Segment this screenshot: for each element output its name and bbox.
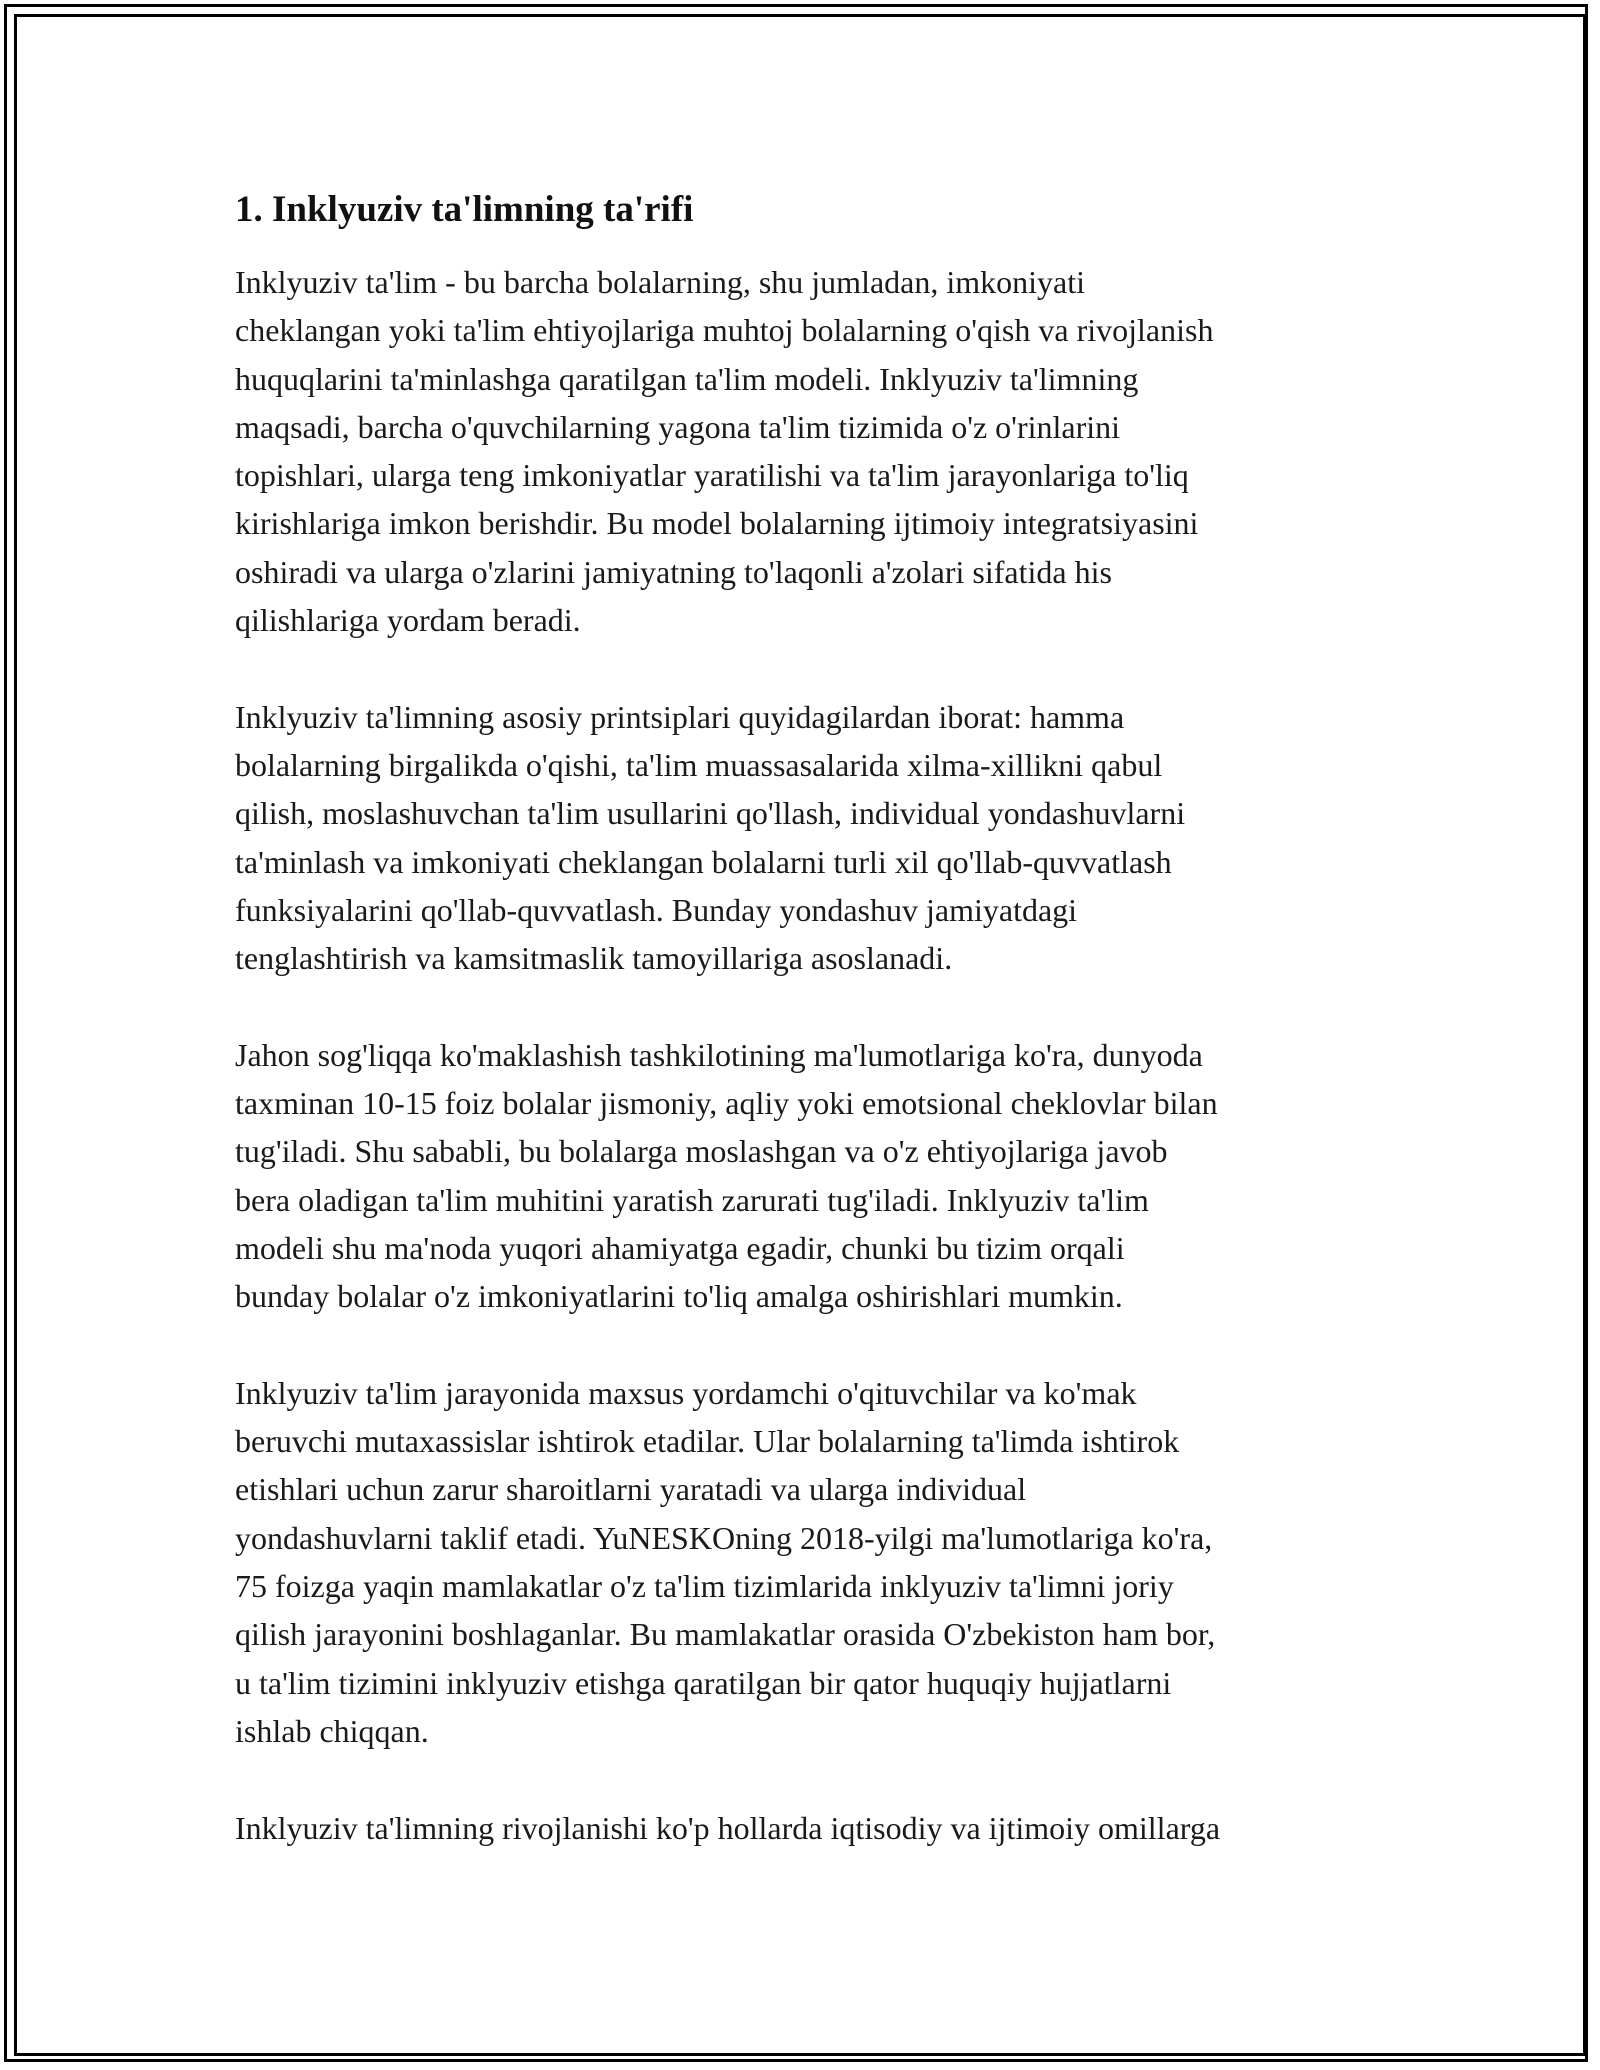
text-line: etishlari uchun zarur sharoitlarni yaratadi va ularga individual: [235, 1471, 1027, 1508]
text-line: huquqlarini ta'minlashga qaratilgan ta'lim modeli. Inklyuziv ta'limning: [235, 360, 1139, 397]
text-line: tug'iladi. Shu sababli, bu bolalarga moslashgan va o'z ehtiyojlariga javob: [235, 1133, 1168, 1170]
document-body: [235, 186, 1375, 1900]
text-line: bolalarning birgalikda o'qishi, ta'lim muassasalarida xilma-xillikni qabul: [235, 746, 1163, 783]
text-line: Inklyuziv ta'lim - bu barcha bolalarning, shu jumladan, imkoniyati: [235, 264, 1086, 300]
text-line: cheklangan yoki ta'lim ehtiyojlariga muhtoj bolalarning o'qish va rivojlanish: [235, 312, 1214, 349]
text-line: qilishlariga yordam beradi.: [235, 602, 581, 639]
text-line: taxminan 10-15 foiz bolalar jismoniy, aqliy yoki emotsional cheklovlar bilan: [235, 1085, 1218, 1122]
text-line: funksiyalarini qo'llab-quvvatlash. Bunday yondashuv jamiyatdagi: [235, 891, 1078, 928]
text-line: Inklyuziv ta'limning asosiy printsiplari quyidagilardan iborat: hamma: [235, 698, 1125, 735]
paragraph-2: [235, 693, 1375, 983]
text-line: beruvchi mutaxassislar ishtirok etadilar. Ular bolalarning ta'limda ishtirok: [235, 1423, 1180, 1460]
text-line: modeli shu ma'noda yuqori ahamiyatga egadir, chunki bu tizim orqali: [235, 1229, 1125, 1266]
text-line: Inklyuziv ta'limning rivojlanishi ko'p hollarda iqtisodiy va ijtimoiy omillarga: [235, 1809, 1221, 1846]
text-line: qilish jarayonini boshlaganlar. Bu mamlakatlar orasida O'zbekiston ham bor,: [235, 1616, 1216, 1653]
text-line: u ta'lim tizimini inklyuziv etishga qaratilgan bir qator huquqiy hujjatlarni: [235, 1664, 1172, 1701]
text-line: topishlari, ularga teng imkoniyatlar yaratilishi va ta'lim jarayonlariga to'liq: [235, 457, 1189, 494]
text-line: ta'minlash va imkoniyati cheklangan bolalarni turli xil qo'llab-quvvatlash: [235, 843, 1172, 880]
text-line: bera oladigan ta'lim muhitini yaratish zarurati tug'iladi. Inklyuziv ta'lim: [235, 1181, 1149, 1218]
text-line: maqsadi, barcha o'quvchilarning yagona ta'lim tizimida o'z o'rinlarini: [235, 408, 1121, 445]
text-line: Inklyuziv ta'lim jarayonida maxsus yordamchi o'qituvchilar va ko'mak: [235, 1374, 1137, 1411]
section-heading: 1. Inklyuziv ta'limning ta'rifi: [235, 189, 694, 230]
paragraph-4: [235, 1369, 1375, 1755]
text-line: bunday bolalar o'z imkoniyatlarini to'liq amalga oshirishlari mumkin.: [235, 1278, 1123, 1315]
text-line: tenglashtirish va kamsitmaslik tamoyillariga asoslanadi.: [235, 940, 953, 977]
text-line: oshiradi va ularga o'zlarini jamiyatning to'laqonli a'zolari sifatida his: [235, 553, 1112, 590]
text-line: yondashuvlarni taklif etadi. YuNESKOning 2018-yilgi ma'lumotlariga ko'ra,: [235, 1519, 1213, 1556]
paragraph-1: [235, 258, 1375, 644]
text-line: Jahon sog'liqqa ko'maklashish tashkilotining ma'lumotlariga ko'ra, dunyoda: [235, 1036, 1203, 1073]
text-line: 75 foizga yaqin mamlakatlar o'z ta'lim tizimlarida inklyuziv ta'limni joriy: [235, 1568, 1174, 1605]
text-line: kirishlariga imkon berishdir. Bu model bolalarning ijtimoiy integratsiyasini: [235, 505, 1199, 542]
paragraph-3: [235, 1031, 1375, 1321]
text-line: qilish, moslashuvchan ta'lim usullarini qo'llash, individual yondashuvlarni: [235, 795, 1186, 832]
paragraph-5: [235, 1804, 1375, 1852]
text-line: ishlab chiqqan.: [235, 1712, 429, 1749]
